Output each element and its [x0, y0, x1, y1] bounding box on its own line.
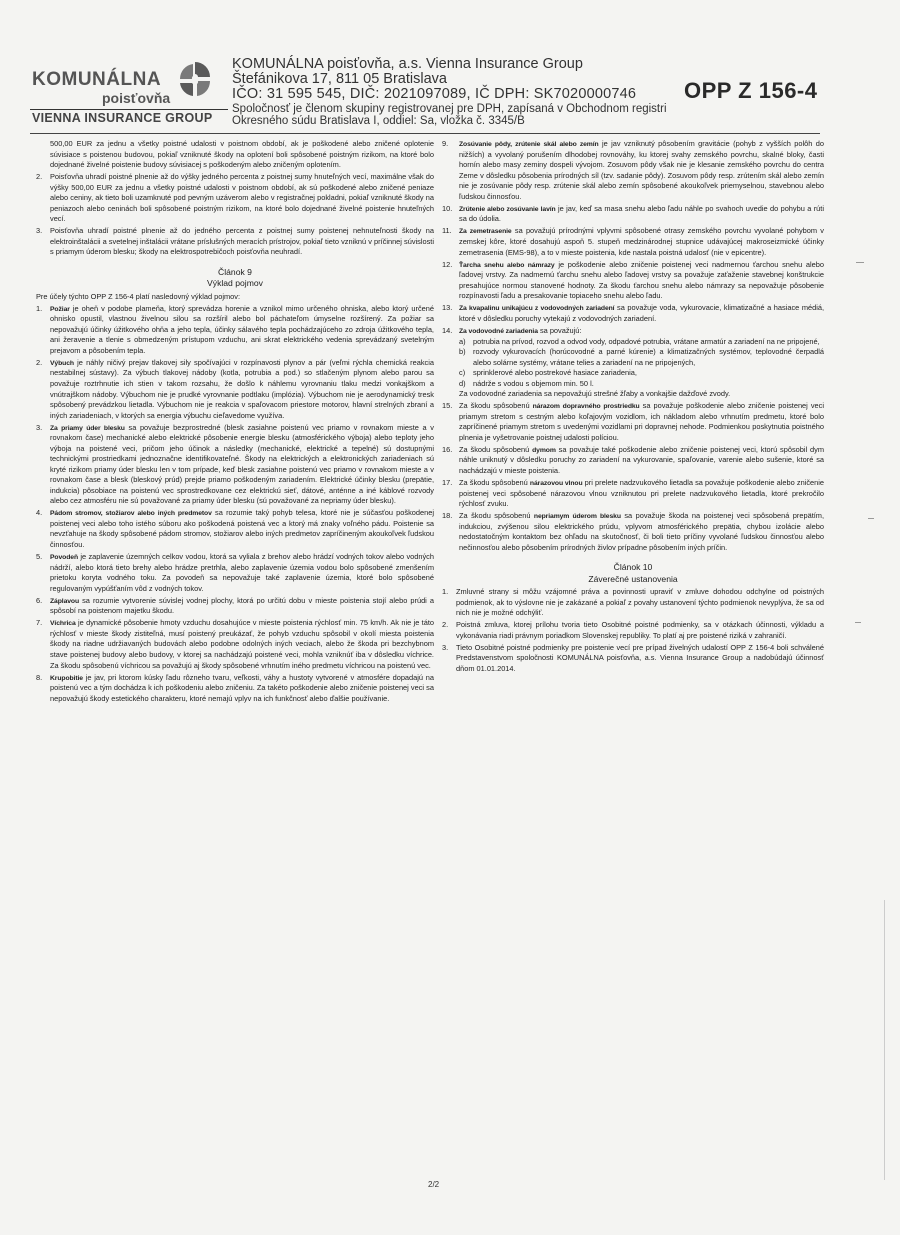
company-logo — [32, 60, 228, 132]
company-registration: Spoločnosť je členom skupiny registrovanej pre DPH, zapísaná v Obchodnom registri — [232, 102, 667, 115]
list-item: 1. Zmluvné strany si môžu vzájomné práva a povinnosti upraviť v zmluve dohodou odchylne od poistných podmienok, ak to výslovne nie je zakázané a pokiaľ z povahy ustanovení týchto podmienok nevyplýva, že sa od nich nie je možné odchýliť. — [442, 587, 824, 618]
definition-item: 15. Za škodu spôsobenú nárazom dopravného prostriedku sa považuje poškodenie alebo zničenie poistenej veci priamym stretom s cestným alebo koľajovým vozidlom, ich nákladom alebo vrhnutím predmetu, ktoré bolo zapríčinené priamym stretom s uvedenými vozidlami pri dopravnej nehode. Podmienkou poskytnutia poistného plnenia je vyšetrovanie poistnej udalosti políciou. — [442, 401, 824, 442]
list-item: 3. Tieto Osobitné poistné podmienky pre poistenie vecí pre prípad živelných udalostí OPP Z 156-4 boli schválené Predstavenstvom spoločnosti KOMUNÁLNA poisťovňa, a.s. Vienna Insurance Group a nadobúdajú účinnosť dňom 01.01.2014. — [442, 642, 824, 673]
company-name: KOMUNÁLNA poisťovňa, a.s. Vienna Insurance Group — [232, 56, 583, 72]
header-divider — [30, 133, 820, 134]
company-ids: IČO: 31 595 545, DIČ: 2021097089, IČ DPH: SK7020000746 — [232, 86, 637, 103]
definition-item: 9. Zosúvanie pôdy, zrútenie skál alebo zemín je jav vzniknutý pôsobením gravitácie (pohyb z vyšších polôh do nižších) a vyvolaný porušením dlhodobej rovnováhy, ku ktorej svahy zemského povrchu, skalné bloky, časti hornín alebo masy zeminy dospeli vývojom. Zosuvom pôdy však nie je klesanie zemského povrchu do centra Zeme v dôsledku pôsobenia prírodných síl (tzv. sadanie pôdy). Zosuvom pôdy resp. zrútením skál alebo zemín nie je zosúvanie pôdy resp. zrútenie skál alebo zemín spôsobené akoukoľvek priemyselnou, stavebnou alebo ľudskou činnosťou. — [442, 139, 824, 201]
scan-mark — [855, 622, 861, 623]
right-column — [442, 139, 824, 676]
company-court: Okresného súdu Bratislava I, oddiel: Sa, vložka č. 3345/B — [232, 114, 525, 127]
definition-item: 6. Záplavou sa rozumie vytvorenie súvislej vodnej plochy, ktorá po určitú dobu v mieste poistenia stojí alebo prúdi a spôsobí na poistenom majetku škodu. — [36, 595, 434, 616]
list-item: 2. Poistná zmluva, ktorej prílohu tvoria tieto Osobitné poistné podmienky, sa v otázkach účinnosti, výkladu a vykonávania riadi právnym poriadkom Slovenskej republiky. To platí aj pre poistené riziká v zahraničí. — [442, 620, 824, 640]
scan-mark — [868, 518, 874, 519]
final-provisions-list — [442, 587, 824, 674]
sub-item: b) rozvody vykurovacích (horúcovodné a parné kúrenie) a klimatizačných systémov, teplovodné čerpadlá alebo solárne systémy, vrátane telies a zariadení na ne pripojených, — [459, 347, 824, 367]
left-column — [36, 139, 434, 706]
sub-note: Za vodovodné zariadenia sa nepovažujú strešné žľaby a vonkajšie dažďové zvody. — [459, 389, 731, 399]
definition-item: 10. Zrútenie alebo zosúvanie lavín je jav, keď sa masa snehu alebo ľadu náhle po svahoch uvedie do pohybu a rúti sa do údolia. — [442, 203, 824, 224]
definition-item: 5. Povodeň je zaplavenie územných celkov vodou, ktorá sa vyliala z brehov alebo hrádzí vodných tokov alebo vodných nádrží, alebo ktorá tieto brehy alebo hrádze pretrhla, alebo zaplavenie územia vodou bolo spôsobené zmenšením prietoku koryta vodného toku. Za povodeň sa nepovažuje také zaplavenie územia, ktoré bolo spôsobené regulovaným vypúšťaním vôd z vodných tokov. — [36, 551, 434, 593]
list-item: 3. Poisťovňa uhradí poistné plnenie až do jedného percenta z poistnej sumy poistenej nehnuteľnosti škody na elektroinštalácii a svetelnej inštalácii vrátane príslušných meracích prístrojov, pokiaľ tieto vzniknú v príčinnej súvislosti s priamym úderom blesku; škody na elektrospotrebičoch poisťovňa neuhradí. — [36, 226, 434, 257]
scan-edge — [884, 900, 885, 1180]
definition-item: 16. Za škodu spôsobenú dymom sa považuje také poškodenie alebo zničenie poistenej veci, ktorú spôsobil dym náhle uniknutý v dôsledku poruchy zo zariadení na vykurovanie, spaľovanie, varenie alebo sušenie, ktoré sa nachádzajú v mieste poistenia. — [442, 444, 824, 475]
sub-item: a) potrubia na prívod, rozvod a odvod vody, odpadové potrubia, vrátane armatúr a zariadení na ne pripojené, — [459, 336, 820, 346]
article-10-heading: Článok 10 — [613, 562, 653, 573]
document-code: OPP Z 156-4 — [684, 78, 818, 103]
definitions-list — [36, 304, 434, 705]
definitions-list — [442, 139, 824, 553]
article-9-intro: Pre účely týchto OPP Z 156-4 platí nasledovný výklad pojmov: — [36, 291, 241, 301]
article-10-title: Záverečné ustanovenia — [588, 574, 678, 585]
definition-item: 3. Za priamy úder blesku sa považuje bezprostredné (blesk zasiahne poistenú vec priamo v rovnakom mieste a v rovnakom čase) mechanické alebo elektrické pôsobenie energie blesku (atmosférického výboja) alebo teploty jeho výboja na poistené veci, pričom jeho účinok a následky (mechanické, elektrické a tepelné) sú dostupnými technickými prostriedkami jednoznačne identifikovateľné. Škody na elektrických a elektronických zariadeniach sú kryté rizikom priamy úder blesku len v tom prípade, keď blesk zasiahne poistenú vec priamo v rovnakom mieste a v rovnakom čase a blesk (bleskový prúd) prejde priamo poškodeným zariadením. Elektrické účinky blesku (prepätie, indukcia) pôsobiace na poistenú vec sprostredkovane cez elektrickú sieť, dátové, anténne a iné káblové rozvody alebo cez atmosféru nie sú považované za priamy úder blesku (sú považované za nepriamy úder blesku). — [36, 422, 434, 506]
list-item: 500,00 EUR za jednu a všetky poistné udalosti v poistnom období, ak je poškodené alebo zničené oplotenie súvisiace s poistenou budovou, pokiaľ vzniknuté škody na oplotení boli spôsobené poistným rizikom, na ktoré bolo dojednané živelné poistenie budovy súvisiacej s poškodeným alebo zničeným oplotením. — [50, 139, 434, 170]
page-number: 2/2 — [428, 1180, 440, 1189]
definition-item: 1. Požiar je oheň v podobe plameňa, ktorý sprevádza horenie a vznikol mimo určeného ohniska, alebo ktorý určené ohnisko opustil, vlastnou živelnou silou sa rozšíril alebo bol páchateľom úmyselne rozšírený. Za požiar sa nepovažujú účinky úžitkového ohňa a jeho tepla, účinky sálavého tepla pochádzajúceho zo zdroja úžitkového tepla, ani žeravenie a tlenie s obmedzeným prístupom vzduchu, ani skrat elektrického vedenia sprevádzaný svetelným prejavom a pôsobením tepla. — [36, 303, 434, 355]
list-item: 2. Poisťovňa uhradí poistné plnenie až do výšky jedného percenta z poistnej sumy hnuteľných vecí, maximálne však do výšky 500,00 EUR za jednu a všetky poistné udalosti v poistnom období, ak sú poškodené alebo zničené peniaze alebo ceniny, ak tieto boli uzamknuté pod pevným uzáverom alebo v registračnej pokladni, pokiaľ vzniknuté škody na peniazoch alebo ceninách boli spôsobené poistným rizikom, na ktoré bolo dojednané živelné poistenie hnuteľných vecí. — [36, 172, 434, 224]
company-address: Štefánikova 17, 811 05 Bratislava — [232, 71, 447, 88]
sub-item: c) sprinklerové alebo postrekové hasiace zariadenia, — [459, 368, 637, 378]
definition-item: 18. Za škodu spôsobenú nepriamym úderom blesku sa považuje škoda na poistenej veci spôsobená prepätím, indukciou, zvýšenou silou elektrického prúdu, vplyvom atmosférického prepätia, chybou izolácie alebo nedostatočným kontaktom bez ohľadu na skutočnosť, či boli tieto príčiny vyvolané ľudskou činnosťou alebo nečinnosťou alebo pôsobením prírodných živlov prípadne pôsobením iných príčin. — [442, 511, 825, 552]
limits-list — [36, 172, 434, 258]
scan-mark — [856, 262, 864, 263]
definition-item: 2. Výbuch je náhly ničivý prejav tlakovej sily spočívajúci v rozpínavosti plynov a pár (veľmi rýchla chemická reakcia nestabilnej sústavy). Za výbuch tlakovej nádoby (kotla, potrubia a pod.) so stlačeným plynom alebo parou sa považuje roztrhnutie ich stien v takom rozsahu, že došlo k náhlemu vyrovnaniu tlaku medzi vonkajškom a vnútrajškom nádoby. Výbuchom nie je prudké vyrovnanie podtlaku (implózia). Výbuchom nie je aerodynamický tresk spôsobený prevádzkou lietadla. Výbuchom nie je reakcia v spaľovacom priestore motorov, hlavní strelných zbraní a iných zariadeniach, v ktorých sa energia výbuchu cieľavedome využíva. — [36, 357, 434, 420]
definition-item: 8. Krupobitie je jav, pri ktorom kúsky ľadu rôzneho tvaru, veľkosti, váhy a hustoty vytvorené v atmosfére dopadajú na poistenú vec a tým dochádza k ich poškodeniu alebo zničeniu. Za takéto poškodenie alebo zničenie poistenej veci sa nepovažujú škody estetického charakteru, ktoré nemajú vplyv na ich funkčnosť alebo ďalšie používanie. — [36, 672, 434, 703]
logo-divider — [30, 109, 228, 110]
sub-item: d) nádrže s vodou s objemom min. 50 l. — [459, 378, 594, 388]
definition-item: 12. Ťarcha snehu alebo námrazy je poškodenie alebo zničenie poistenej veci nadmernou ťarchou snehu alebo ľadovej vrstvy. Za nadmernú ťarchu snehu alebo ľadovej vrstvy sa považuje zaťaženie stavebnej konštrukcie presahujúce normou stanovené hodnoty. Za škodu ťarchou snehu alebo námrazy sa nepovažuje pôsobenie rozpínavosti ľadu a presakovanie topiaceho snehu alebo ľadu. — [442, 259, 825, 301]
logo-wordmark: KOMUNÁLNA — [32, 69, 162, 90]
logo-emblem-icon — [178, 60, 212, 98]
article-9-heading: Článok 9 — [218, 266, 252, 277]
definition-item: 7. Víchrica je dynamické pôsobenie hmoty vzduchu dosahujúce v mieste poistenia rýchlosť min. 75 km/h. Ak nie je táto rýchlosť v mieste škody zistiteľná, musí poistený preukázať, že pohyb vzduchu spôsobil v okolí miesta poistenia škody na riadne udržiavaných budovách alebo podobne odolných iných veciach, alebo že škoda pri bezchybnom stave poistenej budovy alebo budovy, v ktorej sa nachádzajú poistené veci, mohla vzniknúť iba v dôsledku víchrice. Za škodu spôsobenú víchricou sa považujú aj škody spôsobené vrhnutím iného predmetu víchricou na poistenú vec. — [36, 618, 434, 670]
company-info — [232, 57, 672, 127]
logo-subtitle: poisťovňa — [102, 90, 171, 106]
logo-group-name: VIENNA INSURANCE GROUP — [32, 111, 213, 125]
article-9-title: Výklad pojmov — [207, 278, 263, 289]
definition-item: 17. Za škodu spôsobenú nárazovou vlnou pri prelete nadzvukového lietadla sa považuje poškodenie alebo zničenie poistenej veci spôsobené nárazovou vlnou vzniknutou pri prelete nadzvukového lietadla, ktoré prekročilo rýchlosť zvuku. — [442, 477, 824, 509]
definition-item: 14. Za vodovodné zariadenia sa považujú: a) potrubia na prívod, rozvod a odvod vody, odpadové potrubia, vrátane armatúr a zariadení na ne pripojené, b) rozvody vykurovacích (horúcovodné a parné kúrenie) a klimatizačných systémov, teplovodné čerpadlá alebo solárne systémy, vrátane telies a zariadení na ne pripojených, c) sprinklerové alebo postrekové hasiace zariadenia, d) nádrže s vodou s objemom min. 50 l. Za vodovodné zariadenia sa nepovažujú strešné žľaby a vonkajšie dažďové zvody. — [442, 325, 824, 399]
definition-item: 4. Pádom stromov, stožiarov alebo iných predmetov sa rozumie taký pohyb telesa, ktoré nie je súčasťou poškodenej poistenej veci alebo toho istého súboru ako poškodená poistená vec a ktorý má znaky voľného pádu. Poistenie sa nevzťahuje na škody spôsobené pádom stromov, stožiarov alebo iných predmetov zapríčineným akoukoľvek ľudskou činnosťou. — [36, 508, 434, 549]
definition-item: 11. Za zemetrasenie sa považujú prírodnými vplyvmi spôsobené otrasy zemského povrchu vyvolané pohybom v zemskej kôre, ktoré dosahujú aspoň 5. stupeň medzinárodnej stupnice udávajúcej makroseizmické účinky zemetrasenia (EMS-98), a to v mieste poistenia, kde nastala poistná udalosť (nie v epicentre). — [442, 226, 824, 257]
definition-item: 13. Za kvapalinu unikajúcu z vodovodných zariadení sa považuje voda, vykurovacie, klimatizačné a hasiace médiá, ktoré v dôsledku poruchy vytekajú z vodovodných zariadení. — [442, 303, 825, 323]
